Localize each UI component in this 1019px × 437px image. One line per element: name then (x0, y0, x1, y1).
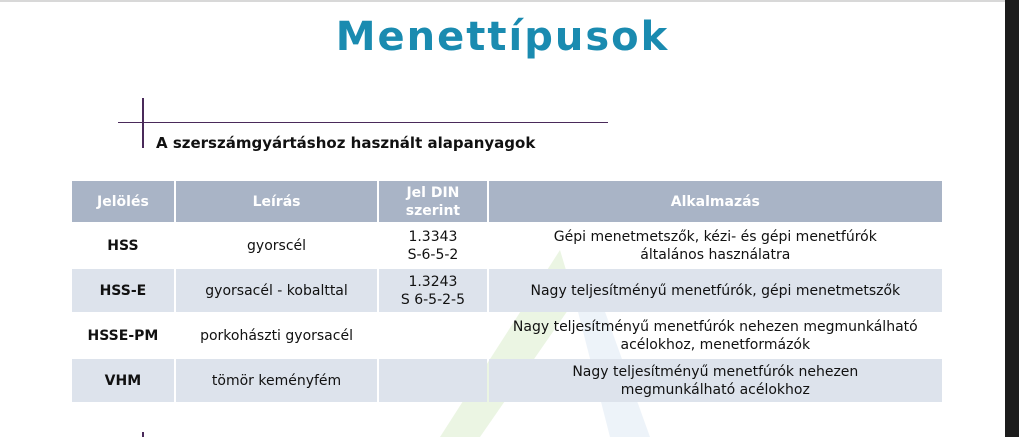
page-title: Menettípusok (335, 14, 670, 60)
row-application (489, 314, 942, 357)
row-din-line1: 1.3343 (408, 228, 458, 245)
table-row (72, 359, 942, 402)
section-subtitle: A szerszámgyártáshoz használt alapanyagok (156, 134, 536, 152)
row-application-text: Gépi menetmetszők, kézi- és gépi menetfúrók általános használatra (553, 228, 877, 263)
row-description: gyorsacél - kobalttal (176, 269, 377, 312)
accent-line-vertical-bottom (142, 432, 144, 437)
header-din (379, 181, 486, 222)
row-application-text: Nagy teljesítményű menetfúrók nehezen megmunkálható acélokhoz, menetformázók (512, 318, 918, 353)
row-din (379, 224, 486, 267)
table-header-row (72, 181, 942, 222)
row-application (489, 359, 942, 402)
row-din-line2: S-6-5-2 (407, 246, 459, 263)
header-din-label: Jel DIN szerint (405, 184, 461, 219)
row-application: Nagy teljesítményű menetfúrók, gépi menetmetszők (489, 269, 942, 312)
row-description: gyorscél (247, 237, 307, 254)
header-alkalmazas: Alkalmazás (489, 181, 942, 222)
row-code: HSS-E (72, 269, 174, 312)
header-jeloles: Jelölés (72, 181, 174, 222)
row-code: HSS (107, 237, 139, 254)
accent-line-vertical (142, 98, 144, 148)
row-code: VHM (72, 359, 174, 402)
row-code: HSSE-PM (87, 327, 159, 344)
window-edge (1005, 0, 1019, 437)
row-din (379, 314, 486, 357)
row-application (489, 224, 942, 267)
materials-table (70, 179, 944, 404)
table-row (72, 269, 942, 312)
row-description: tömör keményfém (176, 359, 377, 402)
row-din (379, 359, 486, 402)
table-row (72, 314, 942, 357)
header-leiras: Leírás (176, 181, 377, 222)
row-din-line1: 1.3243 (408, 273, 458, 290)
accent-line-horizontal (118, 122, 608, 123)
row-din-line2: S 6-5-2-5 (400, 291, 465, 308)
table-row (72, 224, 942, 267)
row-description: porkohászti gyorsacél (200, 327, 353, 344)
row-application-text: Nagy teljesítményű menetfúrók nehezen megmunkálható acélokhoz (572, 363, 859, 398)
row-din (379, 269, 486, 312)
